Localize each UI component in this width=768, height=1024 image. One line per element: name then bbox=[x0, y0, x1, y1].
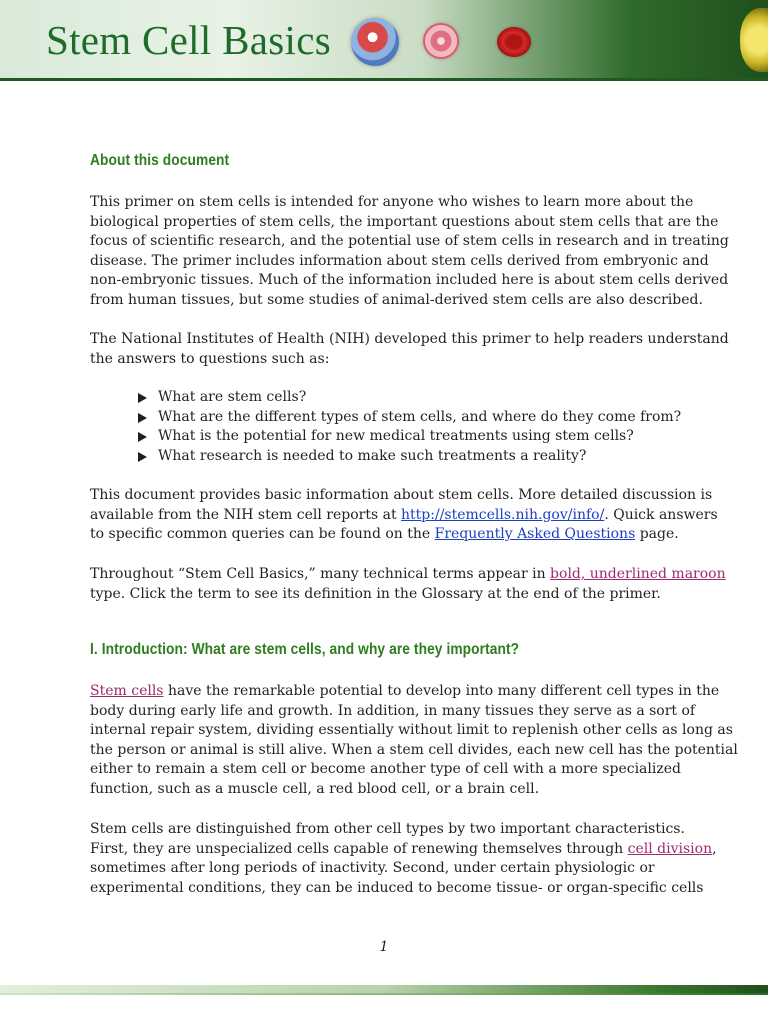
bullet-arrow-icon bbox=[138, 432, 147, 442]
faq-link[interactable]: Frequently Asked Questions bbox=[434, 526, 636, 543]
text-line: experimental conditions, they can be induced to become tissue- or organ-specific cells bbox=[90, 879, 704, 896]
glossary-term-link[interactable]: bold, underlined maroon bbox=[550, 566, 726, 582]
text-line: type. Click the term to see its definition in the Glossary at the end of the primer. bbox=[90, 585, 661, 602]
list-item: What is the potential for new medical treatments using stem cells? bbox=[136, 427, 681, 447]
text-line: the answers to questions such as: bbox=[90, 350, 330, 367]
text-line: Throughout “Stem Cell Basics,” many technical terms appear in bold, underlined maroon bbox=[90, 566, 726, 582]
about-paragraph-4 bbox=[90, 565, 726, 604]
text-line: Stem cells have the remarkable potential to develop into many different cell types in the bbox=[90, 683, 720, 699]
text-line: body during early life and growth. In addition, in many tissues they serve as a sort of bbox=[90, 702, 696, 719]
text-line: to specific common queries can be found on the Frequently Asked Questions page. bbox=[90, 526, 679, 543]
section-heading-about: About this document bbox=[90, 152, 230, 169]
about-paragraph-2 bbox=[90, 330, 729, 369]
stem-cell-blue-icon bbox=[351, 18, 399, 66]
document-title: Stem Cell Basics bbox=[46, 17, 331, 63]
list-item: What are the different types of stem cells, and where do they come from? bbox=[136, 408, 681, 428]
cell-division-term-link[interactable]: cell division bbox=[627, 840, 713, 857]
text-line: function, such as a muscle cell, a red blood cell, or a brain cell. bbox=[90, 780, 540, 797]
intro-paragraph-2 bbox=[90, 820, 717, 898]
list-item: What are stem cells? bbox=[136, 388, 681, 408]
footer-divider bbox=[0, 993, 768, 995]
list-item: What research is needed to make such treatments a reality? bbox=[136, 447, 681, 467]
intro-paragraph-1 bbox=[90, 682, 738, 800]
text-line: First, they are unspecialized cells capable of renewing themselves through cell division, bbox=[90, 840, 717, 857]
red-blood-cell-icon bbox=[497, 27, 531, 57]
text-line: available from the NIH stem cell reports at http://stemcells.nih.gov/info/. Quick answers bbox=[90, 506, 718, 523]
bullet-arrow-icon bbox=[138, 393, 147, 403]
about-paragraph-3 bbox=[90, 486, 718, 545]
text-line: disease. The primer includes information about stem cells derived from embryonic and bbox=[90, 252, 709, 269]
text-line: Stem cells are distinguished from other cell types by two important characteristics. bbox=[90, 821, 685, 837]
egg-cell-pink-icon bbox=[423, 23, 459, 59]
question-list bbox=[136, 388, 681, 466]
text-line: sometimes after long periods of inactivity. Second, under certain physiologic or bbox=[90, 860, 655, 877]
neuron-cell-yellow-icon bbox=[740, 8, 768, 72]
text-line: This document provides basic information about stem cells. More detailed discussion is bbox=[90, 487, 713, 503]
bullet-arrow-icon bbox=[138, 413, 147, 423]
text-line: focus of scientific research, and the potential use of stem cells in research and in treating bbox=[90, 233, 729, 250]
text-line: biological properties of stem cells, the important questions about stem cells that are the bbox=[90, 213, 719, 230]
section-heading-introduction: I. Introduction: What are stem cells, and why are they important? bbox=[90, 641, 520, 658]
text-line: from human tissues, but some studies of animal-derived stem cells are also described. bbox=[90, 291, 703, 308]
text-line: The National Institutes of Health (NIH) developed this primer to help readers understand bbox=[90, 331, 729, 347]
text-line: either to remain a stem cell or become another type of cell with a more specialized bbox=[90, 761, 681, 778]
footer-bar bbox=[0, 985, 768, 993]
bullet-arrow-icon bbox=[138, 452, 147, 462]
about-paragraph-1 bbox=[90, 193, 729, 311]
page-header bbox=[0, 0, 768, 81]
stem-cells-term-link[interactable]: Stem cells bbox=[90, 683, 164, 699]
text-line: non-embryonic tissues. Much of the information included here is about stem cells derived bbox=[90, 272, 729, 289]
nih-info-link[interactable]: http://stemcells.nih.gov/info/ bbox=[401, 506, 605, 523]
page-number: 1 bbox=[379, 939, 389, 955]
text-line: This primer on stem cells is intended for anyone who wishes to learn more about the bbox=[90, 194, 694, 210]
text-line: the person or animal is still alive. When a stem cell divides, each new cell has the potential bbox=[90, 741, 738, 758]
text-line: internal repair system, dividing essentially without limit to replenish other cells as long as bbox=[90, 722, 733, 739]
